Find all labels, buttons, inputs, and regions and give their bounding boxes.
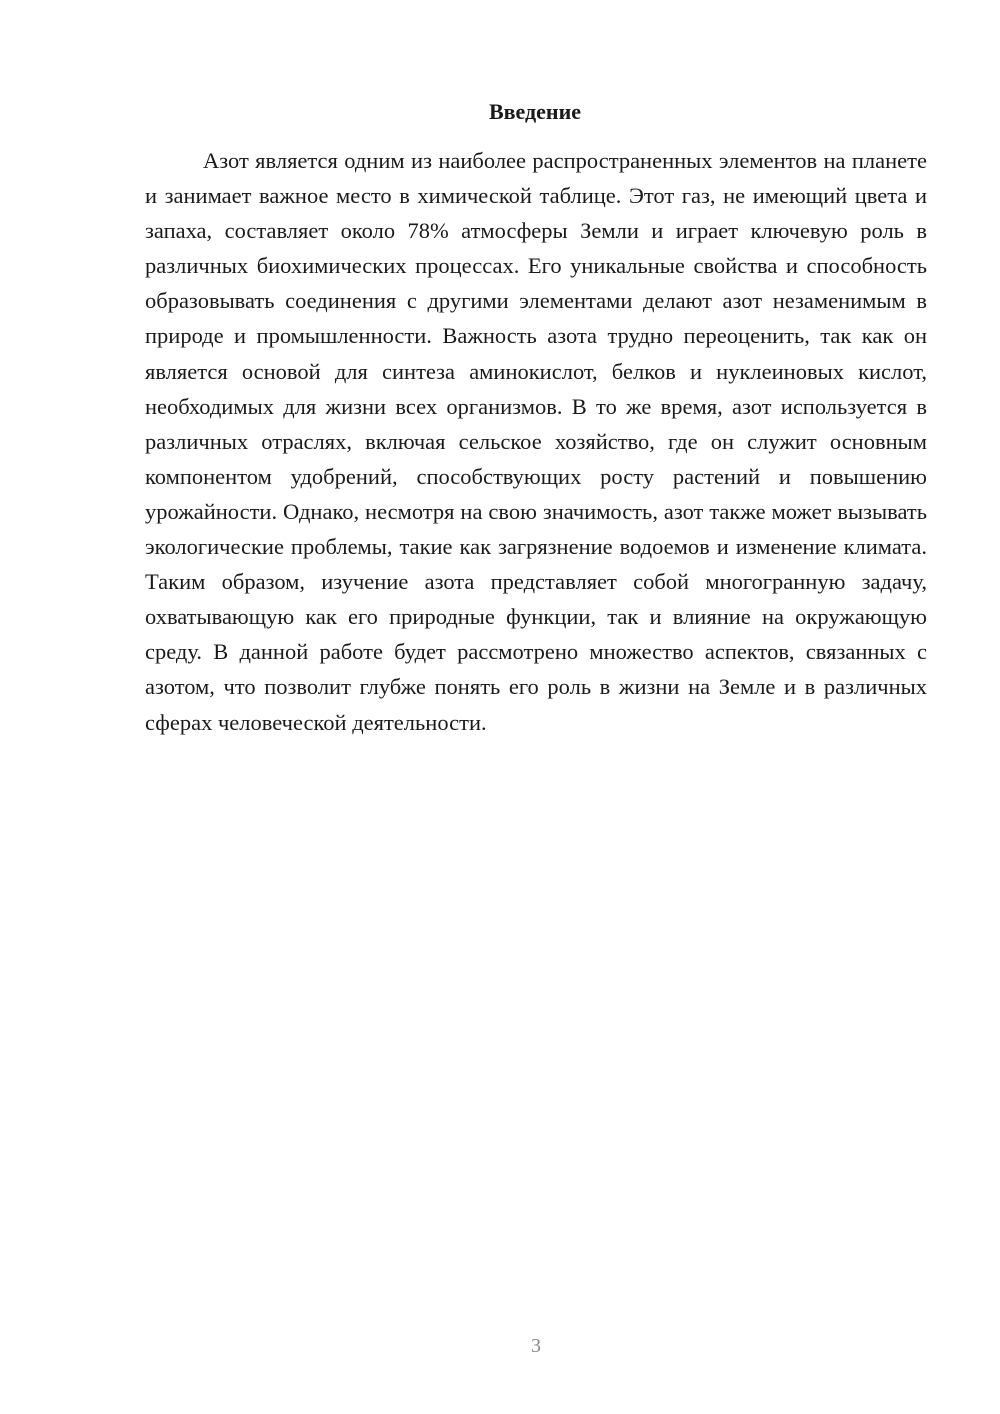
body-paragraph: Азот является одним из наиболее распространенных элементов на планете и занимает важное место в химической таблице. Этот газ, не имеющий цвета и запаха, составляет около 78% атмосферы Земли и играет ключевую роль в различных биохимических процессах. Его уникальные свойства и способность образовывать соединения с другими элементами делают азот незаменимым в природе и промышленности. Важность азота трудно переоценить, так как он является основой для синтеза аминокислот, белков и нуклеиновых кислот, необходимых для жизни всех организмов. В то же время, азот используется в различных отраслях, включая сельское хозяйство, где он служит основным компонентом удобрений, способствующих росту растений и повышению урожайности. Однако, несмотря на свою значимость, азот также может вызывать экологические проблемы, такие как загрязнение водоемов и изменение климата. Таким образом, изучение азота представляет собой многогранную задачу, охватывающую как его природные функции, так и влияние на окружающую среду. В данной работе будет рассмотрено множество аспектов, связанных с азотом, что позволит глубже понять его роль в жизни на Земле и в различных сферах человеческой деятельности. xyxy=(145,148,927,735)
section-heading: Введение xyxy=(488,99,582,124)
page-number: 3 xyxy=(531,1335,541,1357)
